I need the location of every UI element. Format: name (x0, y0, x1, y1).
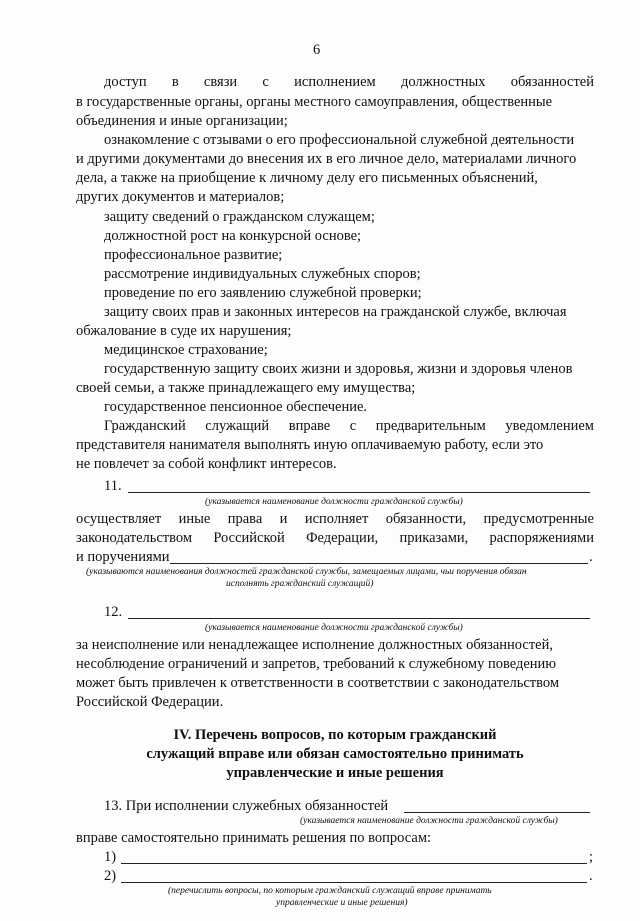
field-caption: (указывается наименование должности гражданской службы) (205, 497, 463, 507)
text-line: своей семьи, а также принадлежащего ему имущества; (76, 380, 416, 396)
text-line: и поручениями (76, 549, 170, 565)
text-line: обжалование в суде их нарушения; (76, 323, 292, 339)
text-line: медицинское страхование; (104, 342, 268, 358)
text-line: за неисполнение или ненадлежащее исполнение должностных обязанностей, (76, 637, 554, 653)
item-11-label: 11. (104, 478, 122, 494)
text-line: государственную защиту своих жизни и здоровья, жизни и здоровья членов (104, 361, 573, 377)
text-line: рассмотрение индивидуальных служебных споров; (104, 266, 421, 282)
section-heading: IV. Перечень вопросов, по которым гражданский (173, 727, 497, 743)
text-line: профессиональное развитие; (104, 247, 283, 263)
text-line: может быть привлечен к ответственности в соответствии с законодательством (76, 675, 559, 691)
text-line: несоблюдение ограничений и запретов, требований к служебному поведению (76, 656, 557, 672)
page-number: 6 (313, 42, 321, 58)
text-line: и другими документами до внесения их в его личное дело, материалами личного (76, 151, 577, 167)
text-line: объединения и иные организации; (76, 113, 288, 129)
fill-line (404, 812, 590, 813)
fill-line (121, 882, 587, 883)
field-caption: (перечислить вопросы, по которым гражданский служащий вправе принимать (168, 886, 492, 896)
field-caption: (указывается наименование должности гражданской службы) (300, 816, 558, 826)
item-12-label: 12. (104, 604, 123, 620)
field-caption: (указывается наименование должности гражданской службы) (205, 623, 463, 633)
text-line: представителя нанимателя выполнять иную оплачиваемую работу, если это (76, 437, 544, 453)
fill-line (128, 492, 590, 493)
text-line: защиту своих прав и законных интересов на гражданской службе, включая (104, 304, 567, 320)
text-line: других документов и материалов; (76, 189, 285, 205)
field-caption: (указываются наименования должностей гражданской службы, замещаемых лицами, чьи поручения обязан (86, 567, 527, 577)
text-line: дела, а также на приобщение к личному делу его письменных объяснений, (76, 170, 538, 186)
fill-line (128, 618, 590, 619)
text-line: государственное пенсионное обеспечение. (104, 399, 368, 415)
text-line: доступ в связи с исполнением должностных обязанностей (104, 74, 594, 90)
end-punct: . (589, 549, 593, 565)
text-line: ознакомление с отзывами о его профессиональной служебной деятельности (104, 132, 575, 148)
text-line: в государственные органы, органы местного самоуправления, общественные (76, 94, 553, 110)
text-line: должностной рост на конкурсной основе; (104, 228, 362, 244)
text-line: Гражданский служащий вправе с предварительным уведомлением (104, 418, 594, 434)
text-line: защиту сведений о гражданском служащем; (104, 209, 375, 225)
end-punct: . (589, 868, 593, 884)
sub-item-2: 2) (104, 868, 117, 884)
section-heading: управленческие и иные решения (226, 765, 444, 781)
fill-line (170, 563, 588, 564)
text-line: осуществляет иные права и исполняет обязанности, предусмотренные (76, 511, 594, 527)
text-line: вправе самостоятельно принимать решения по вопросам: (76, 830, 432, 846)
end-punct: ; (589, 849, 594, 865)
item-13-text: 13. При исполнении служебных обязанностей (104, 798, 389, 814)
field-caption: управленческие и иные решения) (276, 898, 408, 908)
text-line: не повлечет за собой конфликт интересов. (76, 456, 337, 472)
sub-item-1: 1) (104, 849, 117, 865)
field-caption: исполнять гражданский служащий) (226, 579, 374, 589)
fill-line (121, 863, 587, 864)
text-line: законодательством Российской Федерации, приказами, распоряжениями (76, 530, 594, 546)
text-line: проведение по его заявлению служебной проверки; (104, 285, 422, 301)
section-heading: служащий вправе или обязан самостоятельно принимать (146, 746, 524, 762)
text-line: Российской Федерации. (76, 694, 224, 710)
